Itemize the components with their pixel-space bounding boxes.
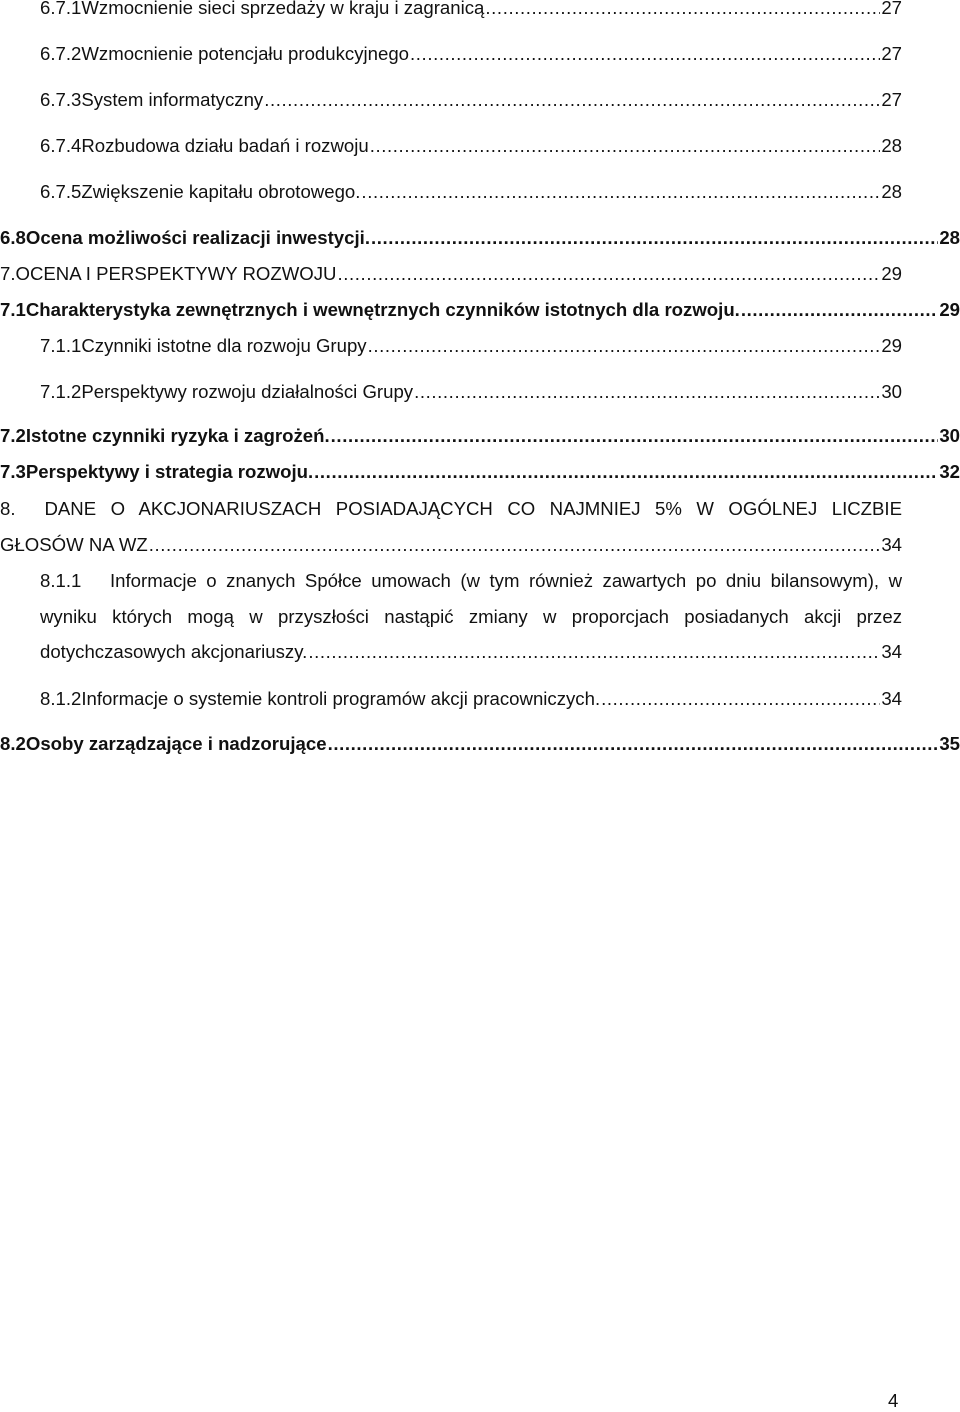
toc-title: Wzmocnienie potencjału produkcyjnego — [81, 43, 410, 64]
toc-page-ref: 28 — [881, 135, 902, 156]
toc-title: System informatyczny — [81, 89, 264, 110]
toc-entry[interactable] — [0, 730, 960, 758]
dot-leader — [368, 332, 881, 360]
toc-number: 7.3 — [0, 461, 26, 482]
toc-page-ref: 27 — [881, 89, 902, 110]
toc-number: 6.8 — [0, 227, 26, 248]
dot-leader — [149, 531, 881, 559]
toc-page-ref: 29 — [939, 299, 960, 320]
toc-page-ref: 32 — [939, 461, 960, 482]
dot-leader — [361, 178, 880, 206]
dot-leader — [264, 86, 880, 114]
toc-title: Rozbudowa działu badań i rozwoju — [81, 135, 369, 156]
toc-title: Czynniki istotne dla rozwoju Grupy — [81, 335, 367, 356]
toc-page-ref: 27 — [881, 43, 902, 64]
dot-leader — [308, 638, 880, 666]
toc-number: 6.7.4 — [40, 135, 82, 156]
toc-title: Osoby zarządzające i nadzorujące — [25, 733, 327, 754]
dot-leader — [328, 730, 939, 758]
toc-title: Perspektywy i strategia rozwoju. — [25, 461, 314, 482]
toc-title: Informacje o systemie kontroli programów akcji pracowniczych. — [81, 688, 601, 709]
dot-leader — [314, 458, 938, 486]
toc-title: OCENA I PERSPEKTYWY ROZWOJU — [15, 263, 337, 284]
toc-number: 7.1 — [0, 299, 26, 320]
dot-leader — [741, 296, 938, 324]
toc-entry[interactable] — [40, 378, 902, 406]
toc-page-ref: 30 — [939, 425, 960, 446]
toc-title-continuation: GŁOSÓW NA WZ — [0, 534, 148, 555]
toc-entry[interactable] — [0, 296, 960, 324]
toc-entry[interactable] — [0, 224, 960, 252]
toc-number: 7.1.1 — [40, 335, 82, 356]
toc-entry[interactable] — [40, 40, 902, 68]
toc-number: 7.2 — [0, 425, 26, 446]
toc-title: Ocena możliwości realizacji inwestycji. — [25, 227, 370, 248]
toc-title: Perspektywy rozwoju działalności Grupy — [81, 381, 414, 402]
toc-page-ref: 28 — [939, 227, 960, 248]
toc-title-continuation: wyniku których mogą w przyszłości nastąpić zmiany w proporcjach posiadanych akcji przez — [40, 606, 902, 627]
toc-title: Zwiększenie kapitału obrotowego. — [81, 181, 361, 202]
toc-title: Informacje o znanych Spółce umowach (w tym również zawartych po dniu bilansowym), w — [110, 570, 902, 591]
toc-title: Istotne czynniki ryzyka i zagrożeń. — [25, 425, 330, 446]
toc-entry[interactable] — [0, 458, 960, 486]
toc-entry[interactable] — [40, 685, 902, 713]
toc-title: Charakterystyka zewnętrznych i wewnętrznych czynników istotnych dla rozwoju. — [25, 299, 740, 320]
toc-page-ref: 35 — [939, 733, 960, 754]
toc-number: 6.7.1 — [40, 0, 82, 18]
dot-leader — [337, 260, 880, 288]
toc-entry[interactable] — [40, 178, 902, 206]
toc-title-continuation: dotychczasowych akcjonariuszy. — [40, 641, 308, 662]
toc-number: 7.1.2 — [40, 381, 82, 402]
toc-number: 8.2 — [0, 733, 26, 754]
toc-number: 6.7.2 — [40, 43, 82, 64]
dot-leader — [410, 40, 880, 68]
toc-number: 8.1.2 — [40, 688, 82, 709]
toc-number: 6.7.3 — [40, 89, 82, 110]
toc-page-ref: 34 — [881, 641, 902, 662]
toc-number: 7. — [0, 263, 16, 284]
toc-number: 8. — [0, 498, 16, 519]
toc-entry[interactable] — [40, 0, 902, 22]
toc-entry[interactable] — [40, 86, 902, 114]
dot-leader — [601, 685, 880, 713]
dot-leader — [331, 422, 939, 450]
toc-entry-line[interactable] — [0, 495, 902, 523]
toc-entry[interactable] — [40, 132, 902, 160]
toc-page-ref: 29 — [881, 263, 902, 284]
toc-page-ref: 29 — [881, 335, 902, 356]
toc-entry-line[interactable] — [40, 567, 902, 595]
toc-page-ref: 34 — [881, 534, 902, 555]
dot-leader — [485, 0, 880, 22]
toc-title: DANE O AKCJONARIUSZACH POSIADAJĄCYCH CO NAJMNIEJ 5% W OGÓLNEJ LICZBIE — [44, 498, 902, 519]
toc-entry[interactable] — [40, 332, 902, 360]
dot-leader — [414, 378, 880, 406]
toc-entry[interactable] — [0, 260, 902, 288]
toc-page-ref: 34 — [881, 688, 902, 709]
page-number: 4 — [888, 1390, 899, 1411]
toc-entry[interactable] — [40, 638, 902, 666]
toc-title: Wzmocnienie sieci sprzedaży w kraju i zagranicą — [81, 0, 485, 18]
toc-page-ref: 30 — [881, 381, 902, 402]
toc-entry[interactable] — [0, 531, 902, 559]
toc-number: 8.1.1 — [40, 570, 82, 591]
dot-leader — [371, 224, 938, 252]
toc-entry[interactable] — [0, 422, 960, 450]
toc-page-ref: 27 — [881, 0, 902, 18]
toc-number: 6.7.5 — [40, 181, 82, 202]
dot-leader — [370, 132, 881, 160]
toc-page-ref: 28 — [881, 181, 902, 202]
